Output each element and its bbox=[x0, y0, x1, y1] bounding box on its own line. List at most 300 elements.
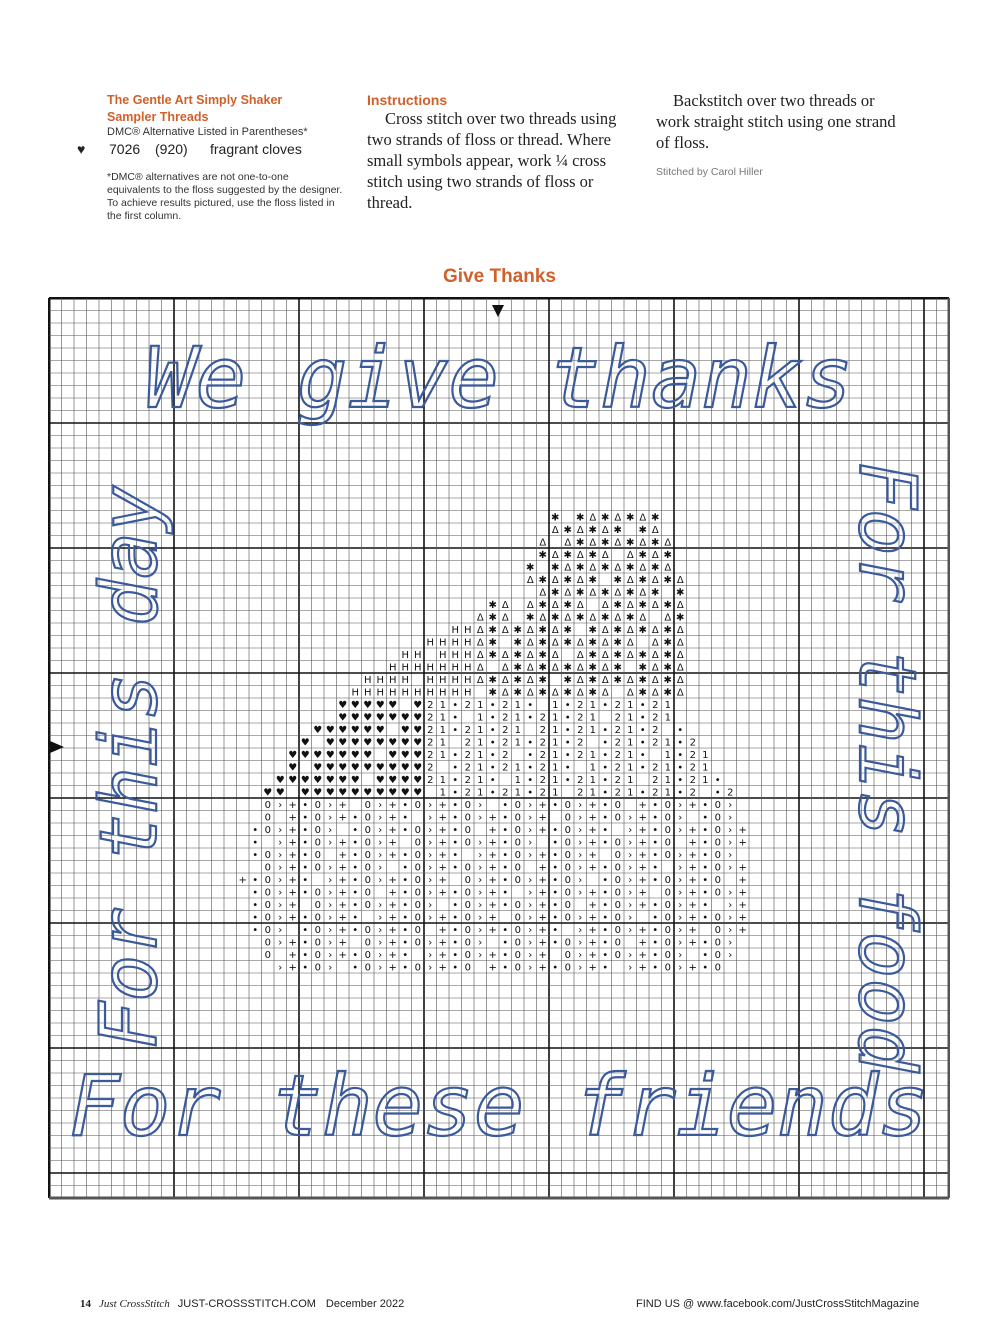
stitch-symbol: + bbox=[388, 812, 397, 824]
backstitch-lettering bbox=[69, 329, 931, 1155]
stitch-symbol: Δ bbox=[639, 562, 647, 574]
stitch-symbol: 0 bbox=[714, 825, 721, 836]
stitch-symbol: Δ bbox=[576, 650, 584, 661]
stitch-symbol: ♥ bbox=[325, 775, 335, 786]
stitch-symbol: 0 bbox=[514, 825, 521, 836]
stitch-symbol: + bbox=[388, 925, 397, 936]
stitch-symbol: 1 bbox=[627, 750, 634, 761]
stitch-symbol: ✱ bbox=[651, 512, 660, 524]
stitch-symbol: Δ bbox=[564, 537, 572, 549]
stitch-symbol: + bbox=[338, 900, 347, 911]
stitch-symbol: ✱ bbox=[651, 562, 660, 574]
stitch-symbol: › bbox=[278, 925, 283, 936]
stitch-symbol: Δ bbox=[601, 662, 609, 674]
stitch-symbol: › bbox=[428, 825, 433, 836]
stitch-symbol: › bbox=[428, 900, 433, 911]
stitch-symbol: Δ bbox=[551, 637, 559, 649]
stitch-symbol: • bbox=[452, 850, 459, 861]
stitch-symbol: 0 bbox=[314, 850, 321, 861]
stitch-symbol: • bbox=[352, 837, 359, 849]
chart-text-right: For this food bbox=[841, 461, 931, 1073]
stitch-symbol: 0 bbox=[614, 812, 621, 824]
thread-brand-title: The Gentle Art Simply Shaker bbox=[107, 93, 283, 107]
stitch-symbol: H bbox=[413, 662, 422, 674]
stitch-symbol: ♥ bbox=[338, 737, 348, 749]
website-link[interactable]: JUST-CROSSSTITCH.COM bbox=[177, 1298, 316, 1310]
stitch-symbol: Δ bbox=[626, 687, 634, 699]
stitch-symbol: 2 bbox=[502, 762, 509, 774]
stitch-symbol: ♥ bbox=[350, 737, 360, 749]
stitch-symbol: › bbox=[528, 937, 533, 949]
stitch-symbol: ♥ bbox=[350, 700, 360, 711]
stitch-symbol: ♥ bbox=[350, 787, 360, 799]
stitch-symbol: 0 bbox=[414, 875, 421, 886]
stitch-symbol: ✱ bbox=[663, 650, 672, 661]
stitch-symbol: ✱ bbox=[513, 637, 522, 649]
stitch-symbol: Δ bbox=[551, 625, 559, 636]
stitch-symbol: 0 bbox=[364, 862, 371, 874]
stitch-symbol: • bbox=[352, 862, 359, 874]
stitch-symbol: 1 bbox=[477, 700, 484, 711]
stitch-symbol: › bbox=[628, 912, 633, 924]
stitch-symbol: • bbox=[252, 925, 259, 936]
stitch-symbol: ✱ bbox=[663, 625, 672, 636]
stitch-symbol: 0 bbox=[564, 912, 571, 924]
stitch-symbol: 0 bbox=[564, 887, 571, 899]
stitch-symbol: Δ bbox=[651, 625, 659, 636]
stitch-symbol: ♥ bbox=[325, 762, 335, 774]
stitch-symbol: ✱ bbox=[563, 550, 572, 561]
stitch-symbol: ✱ bbox=[651, 587, 660, 599]
stitch-symbol: Δ bbox=[676, 675, 684, 686]
stitch-symbol: 0 bbox=[464, 825, 471, 836]
stitch-symbol: + bbox=[388, 800, 397, 811]
stitch-symbol: • bbox=[402, 950, 409, 961]
stitch-symbol: • bbox=[652, 962, 659, 974]
stitch-symbol: 0 bbox=[564, 837, 571, 849]
stitch-symbol: › bbox=[628, 950, 633, 961]
stitch-symbol: • bbox=[252, 900, 259, 911]
chart-text-bottom: For these friends bbox=[69, 1057, 929, 1155]
stitch-symbol: • bbox=[302, 875, 309, 886]
stitch-symbol: + bbox=[538, 925, 547, 936]
stitch-symbol: 0 bbox=[464, 837, 471, 849]
stitch-symbol: H bbox=[438, 662, 447, 674]
stitch-symbol: • bbox=[639, 750, 646, 761]
stitch-symbol: ✱ bbox=[563, 637, 572, 649]
stitch-symbol: 1 bbox=[702, 762, 709, 774]
stitch-symbol: H bbox=[376, 687, 385, 699]
stitch-symbol: • bbox=[652, 862, 659, 874]
stitch-symbol: • bbox=[652, 800, 659, 811]
stitch-symbol: • bbox=[527, 750, 534, 761]
stitch-symbol: Δ bbox=[526, 662, 534, 674]
stitch-symbol: + bbox=[738, 875, 747, 886]
stitch-symbol: › bbox=[328, 837, 333, 849]
stitch-symbol: 2 bbox=[652, 775, 659, 786]
stitch-symbol: ♥ bbox=[350, 762, 360, 774]
stitch-symbol: 1 bbox=[589, 787, 596, 799]
stitch-symbol: › bbox=[528, 837, 533, 849]
stitch-symbol: 2 bbox=[464, 737, 471, 749]
stitch-symbol: ♥ bbox=[338, 787, 348, 799]
stitch-symbol: + bbox=[688, 912, 697, 924]
stitch-symbol: Δ bbox=[601, 525, 609, 536]
stitch-symbol: + bbox=[688, 825, 697, 836]
stitch-symbol: ✱ bbox=[576, 612, 585, 624]
stitch-symbol: 1 bbox=[702, 750, 709, 761]
stitch-symbol: ♥ bbox=[325, 750, 335, 761]
stitch-symbol: 0 bbox=[464, 950, 471, 961]
stitch-symbol: ♥ bbox=[400, 787, 410, 799]
stitch-symbol: • bbox=[527, 700, 534, 711]
stitch-symbol: + bbox=[638, 950, 647, 961]
stitch-symbol: Δ bbox=[589, 587, 597, 599]
stitch-symbol: + bbox=[488, 812, 497, 824]
stitch-symbol: • bbox=[252, 875, 259, 886]
stitch-symbol: › bbox=[628, 875, 633, 886]
stitch-symbol: 1 bbox=[477, 787, 484, 799]
stitch-symbol: 0 bbox=[364, 937, 371, 949]
instructions-cross-stitch: Cross stitch over two threads using two strands of floss or thread. Where small symbols appear, work ¼ cross stitch using two strands of floss or thread. bbox=[367, 109, 617, 212]
stitch-symbol: • bbox=[302, 962, 309, 974]
stitch-symbol: • bbox=[489, 737, 496, 749]
stitch-symbol: › bbox=[628, 962, 633, 974]
stitch-symbol: • bbox=[602, 762, 609, 774]
stitch-symbol: 1 bbox=[552, 750, 559, 761]
stitch-symbol: › bbox=[528, 912, 533, 924]
stitch-symbol: 2 bbox=[427, 762, 434, 774]
stitch-symbol: › bbox=[278, 937, 283, 949]
stitch-symbol: › bbox=[378, 925, 383, 936]
stitch-symbol: ♥ bbox=[300, 775, 310, 786]
stitch-symbol: 0 bbox=[664, 925, 671, 936]
stitch-symbol: • bbox=[714, 775, 721, 786]
stitch-symbol: 0 bbox=[314, 937, 321, 949]
instructions-block bbox=[367, 92, 637, 213]
stitch-symbol: ♥ bbox=[400, 762, 410, 774]
stitch-symbol: • bbox=[352, 900, 359, 911]
stitch-symbol: › bbox=[578, 887, 583, 899]
stitch-symbol: • bbox=[564, 775, 571, 786]
stitch-symbol: • bbox=[677, 787, 684, 799]
stitch-symbol: + bbox=[688, 862, 697, 874]
stitch-symbol: ✱ bbox=[488, 600, 497, 611]
stitch-symbol: 0 bbox=[564, 862, 571, 874]
stitch-symbol: › bbox=[328, 937, 333, 949]
stitch-symbol: › bbox=[628, 812, 633, 824]
stitch-symbol: ✱ bbox=[551, 562, 560, 574]
stitch-symbol: › bbox=[678, 862, 683, 874]
stitch-symbol: • bbox=[714, 787, 721, 799]
stitch-symbol: 0 bbox=[364, 837, 371, 849]
stitch-symbol: 0 bbox=[364, 850, 371, 861]
stitch-symbol: 0 bbox=[264, 875, 271, 886]
stitch-symbol: ♥ bbox=[400, 775, 410, 786]
stitch-symbol: ♥ bbox=[275, 787, 285, 799]
stitch-symbol: 0 bbox=[714, 962, 721, 974]
stitch-symbol: • bbox=[352, 812, 359, 824]
stitch-symbol: + bbox=[338, 912, 347, 924]
stitch-symbol: 1 bbox=[477, 750, 484, 761]
stitch-symbol: H bbox=[451, 637, 460, 649]
stitch-symbol: ♥ bbox=[313, 750, 323, 761]
stitch-symbol: • bbox=[489, 787, 496, 799]
stitch-symbol: + bbox=[238, 875, 247, 886]
stitch-symbol: › bbox=[578, 812, 583, 824]
stitch-symbol: • bbox=[552, 937, 559, 949]
stitch-symbol: 2 bbox=[652, 712, 659, 724]
stitch-symbol: › bbox=[378, 862, 383, 874]
stitch-symbol: 2 bbox=[577, 775, 584, 786]
stitch-symbol: › bbox=[728, 912, 733, 924]
stitch-symbol: 0 bbox=[614, 925, 621, 936]
stitch-symbol: ♥ bbox=[375, 725, 385, 736]
stitch-symbol: Δ bbox=[526, 600, 534, 611]
stitch-symbol: › bbox=[428, 875, 433, 886]
stitch-symbol: ✱ bbox=[538, 637, 547, 649]
stitch-symbol: + bbox=[338, 837, 347, 849]
stitch-symbol: • bbox=[452, 937, 459, 949]
stitch-symbol: 2 bbox=[539, 750, 546, 761]
stitch-symbol: 2 bbox=[427, 725, 434, 736]
stitch-symbol: Δ bbox=[589, 562, 597, 574]
stitch-symbol: 1 bbox=[552, 762, 559, 774]
stitch-symbol: ♥ bbox=[288, 762, 298, 774]
stitch-symbol: 2 bbox=[464, 725, 471, 736]
stitch-symbol: 1 bbox=[627, 712, 634, 724]
stitch-symbol: › bbox=[378, 962, 383, 974]
stitch-symbol: • bbox=[352, 950, 359, 961]
stitch-symbol: › bbox=[278, 887, 283, 899]
stitch-symbol: ✱ bbox=[663, 575, 672, 586]
stitch-symbol: + bbox=[638, 937, 647, 949]
stitch-symbol: ✱ bbox=[488, 625, 497, 636]
thread-row bbox=[77, 141, 347, 159]
stitch-symbol: ✱ bbox=[488, 650, 497, 661]
stitch-symbol: 1 bbox=[664, 762, 671, 774]
stitch-symbol: + bbox=[588, 912, 597, 924]
stitch-symbol: › bbox=[678, 812, 683, 824]
stitch-symbol: ✱ bbox=[588, 662, 597, 674]
stitch-symbol: • bbox=[652, 900, 659, 911]
stitch-symbol: • bbox=[552, 900, 559, 911]
stitch-symbol: • bbox=[452, 750, 459, 761]
stitch-symbol: 0 bbox=[414, 925, 421, 936]
stitch-symbol: › bbox=[478, 887, 483, 899]
stitch-symbol: • bbox=[639, 712, 646, 724]
stitch-symbol: › bbox=[678, 912, 683, 924]
stitch-symbol: 0 bbox=[514, 937, 521, 949]
stitch-symbol: Δ bbox=[601, 687, 609, 699]
stitch-symbol: • bbox=[639, 787, 646, 799]
stitch-symbol: 0 bbox=[314, 950, 321, 961]
stitch-symbol: • bbox=[402, 925, 409, 936]
stitch-symbol: 0 bbox=[464, 925, 471, 936]
stitch-symbol: ✱ bbox=[613, 600, 622, 611]
stitch-symbol: 1 bbox=[439, 775, 446, 786]
stitch-symbol: + bbox=[588, 825, 597, 836]
stitch-symbol: • bbox=[652, 875, 659, 886]
stitch-symbol: + bbox=[738, 925, 747, 936]
stitch-symbol: 1 bbox=[477, 737, 484, 749]
stitch-symbol: 0 bbox=[514, 875, 521, 886]
stitch-symbol: 0 bbox=[514, 837, 521, 849]
stitch-symbol: 0 bbox=[514, 862, 521, 874]
stitch-symbol: • bbox=[639, 700, 646, 711]
stitch-symbol: ✱ bbox=[576, 587, 585, 599]
thread-brand-subtitle: Sampler Threads bbox=[107, 110, 209, 124]
stitch-symbol: • bbox=[552, 862, 559, 874]
stitch-symbol: 1 bbox=[589, 750, 596, 761]
stitch-symbol: 1 bbox=[439, 750, 446, 761]
stitch-symbol: + bbox=[338, 887, 347, 899]
stitch-symbol: Δ bbox=[639, 512, 647, 524]
stitch-symbol: Δ bbox=[476, 612, 484, 624]
stitch-symbol: › bbox=[328, 962, 333, 974]
stitch-symbol: • bbox=[502, 862, 509, 874]
stitch-symbol: 0 bbox=[564, 812, 571, 824]
stitch-symbol: • bbox=[527, 762, 534, 774]
stitch-symbol: Δ bbox=[501, 662, 509, 674]
stitch-symbol: ✱ bbox=[551, 612, 560, 624]
stitch-symbol: + bbox=[688, 875, 697, 886]
stitch-symbol: 0 bbox=[664, 825, 671, 836]
stitch-symbol: › bbox=[378, 837, 383, 849]
stitch-symbol: + bbox=[538, 962, 547, 974]
stitch-symbol: ✱ bbox=[513, 650, 522, 661]
stitch-symbol: Δ bbox=[576, 525, 584, 536]
stitch-symbol: › bbox=[278, 900, 283, 911]
stitch-symbol: 2 bbox=[464, 750, 471, 761]
stitch-symbol: Δ bbox=[614, 537, 622, 549]
stitch-symbol: • bbox=[352, 887, 359, 899]
stitch-symbol: 0 bbox=[514, 925, 521, 936]
stitch-symbol: › bbox=[528, 850, 533, 861]
instructions-heading: Instructions bbox=[367, 92, 448, 108]
stitch-symbol: › bbox=[578, 862, 583, 874]
stitch-symbol: + bbox=[738, 900, 747, 911]
stitch-symbol: • bbox=[252, 825, 259, 836]
stitch-symbol: + bbox=[588, 887, 597, 899]
stitch-symbol: ✱ bbox=[638, 525, 647, 536]
stitch-symbol: Δ bbox=[476, 637, 484, 649]
stitch-symbol: Δ bbox=[589, 537, 597, 549]
stitch-symbol: H bbox=[363, 675, 372, 686]
stitch-symbol: › bbox=[428, 962, 433, 974]
stitch-symbol: 0 bbox=[364, 962, 371, 974]
stitch-symbol: + bbox=[338, 800, 347, 811]
stitch-symbol: Δ bbox=[526, 637, 534, 649]
stitch-symbol: › bbox=[578, 875, 583, 886]
stitch-symbol: ✱ bbox=[513, 625, 522, 636]
stitch-symbol: 0 bbox=[314, 887, 321, 899]
stitch-symbol: 0 bbox=[614, 900, 621, 911]
stitch-symbol: • bbox=[352, 825, 359, 836]
stitch-symbol: 2 bbox=[539, 725, 546, 736]
stitch-symbol: 2 bbox=[614, 787, 621, 799]
stitch-symbol: + bbox=[288, 950, 297, 961]
stitch-symbol: ♥ bbox=[413, 750, 423, 761]
stitch-symbol: 0 bbox=[664, 850, 671, 861]
stitch-symbol: ♥ bbox=[325, 725, 335, 736]
stitch-symbol: • bbox=[602, 962, 609, 974]
stitch-symbol: H bbox=[451, 662, 460, 674]
stitch-symbol: • bbox=[652, 950, 659, 961]
stitch-symbol: ♥ bbox=[413, 787, 423, 799]
stitch-symbol: 2 bbox=[464, 787, 471, 799]
stitch-symbol: Δ bbox=[551, 600, 559, 611]
stitch-symbol: › bbox=[578, 925, 583, 936]
stitch-symbol: 0 bbox=[714, 912, 721, 924]
stitch-symbol: ✱ bbox=[488, 612, 497, 624]
stitch-symbol: 0 bbox=[264, 825, 271, 836]
stitch-symbol: › bbox=[428, 937, 433, 949]
stitch-symbol: 0 bbox=[614, 837, 621, 849]
stitch-symbol: Δ bbox=[501, 625, 509, 636]
stitch-symbol: 1 bbox=[514, 725, 521, 736]
stitch-symbol: + bbox=[488, 925, 497, 936]
stitch-symbol: H bbox=[413, 650, 422, 661]
stitch-symbol: + bbox=[438, 825, 447, 836]
cross-stitch-chart bbox=[48, 297, 950, 1200]
stitch-symbol: 2 bbox=[427, 712, 434, 724]
stitch-symbol: ♥ bbox=[363, 762, 373, 774]
stitch-symbol: + bbox=[438, 837, 447, 849]
stitch-symbol: • bbox=[402, 850, 409, 861]
stitch-symbol: ✱ bbox=[663, 550, 672, 561]
stitch-symbol: ✱ bbox=[563, 662, 572, 674]
center-marker-top-icon bbox=[492, 305, 504, 317]
stitch-symbol: ♥ bbox=[413, 762, 423, 774]
stitch-symbol: • bbox=[352, 925, 359, 936]
stitch-symbol: Δ bbox=[564, 612, 572, 624]
stitch-symbol: Δ bbox=[676, 575, 684, 586]
stitch-symbol: 0 bbox=[714, 812, 721, 824]
thread-dmc-number: (920) bbox=[155, 141, 188, 157]
stitch-symbol: › bbox=[428, 837, 433, 849]
stitch-symbol: Δ bbox=[501, 687, 509, 699]
stitch-symbol: › bbox=[378, 800, 383, 811]
stitch-symbol: ♥ bbox=[400, 750, 410, 761]
magazine-name: Just CrossStitch bbox=[99, 1298, 170, 1310]
stitch-symbol: ✱ bbox=[626, 562, 635, 574]
stitch-symbol: › bbox=[278, 912, 283, 924]
stitch-symbol: 0 bbox=[414, 825, 421, 836]
stitch-symbol: › bbox=[678, 887, 683, 899]
stitch-symbol: Δ bbox=[551, 525, 559, 536]
stitch-symbol: + bbox=[588, 925, 597, 936]
stitch-symbol: • bbox=[489, 712, 496, 724]
stitch-symbol: • bbox=[702, 837, 709, 849]
stitch-symbol: › bbox=[378, 912, 383, 924]
stitch-symbol: • bbox=[552, 825, 559, 836]
stitch-symbol: 0 bbox=[364, 825, 371, 836]
stitch-symbol: + bbox=[488, 900, 497, 911]
stitch-symbol: › bbox=[478, 950, 483, 961]
stitch-symbol: ✱ bbox=[588, 687, 597, 699]
stitch-symbol: 2 bbox=[427, 775, 434, 786]
stitch-symbol: 0 bbox=[414, 912, 421, 924]
stitch-symbol: • bbox=[489, 725, 496, 736]
footer-social[interactable]: FIND US @ www.facebook.com/JustCrossStitchMagazine bbox=[636, 1298, 920, 1310]
stitch-symbol: • bbox=[652, 812, 659, 824]
stitch-symbol: › bbox=[428, 862, 433, 874]
stitch-symbol: › bbox=[678, 937, 683, 949]
stitch-symbol: 0 bbox=[714, 887, 721, 899]
stitch-symbol: › bbox=[628, 925, 633, 936]
stitch-symbol: 1 bbox=[664, 750, 671, 761]
